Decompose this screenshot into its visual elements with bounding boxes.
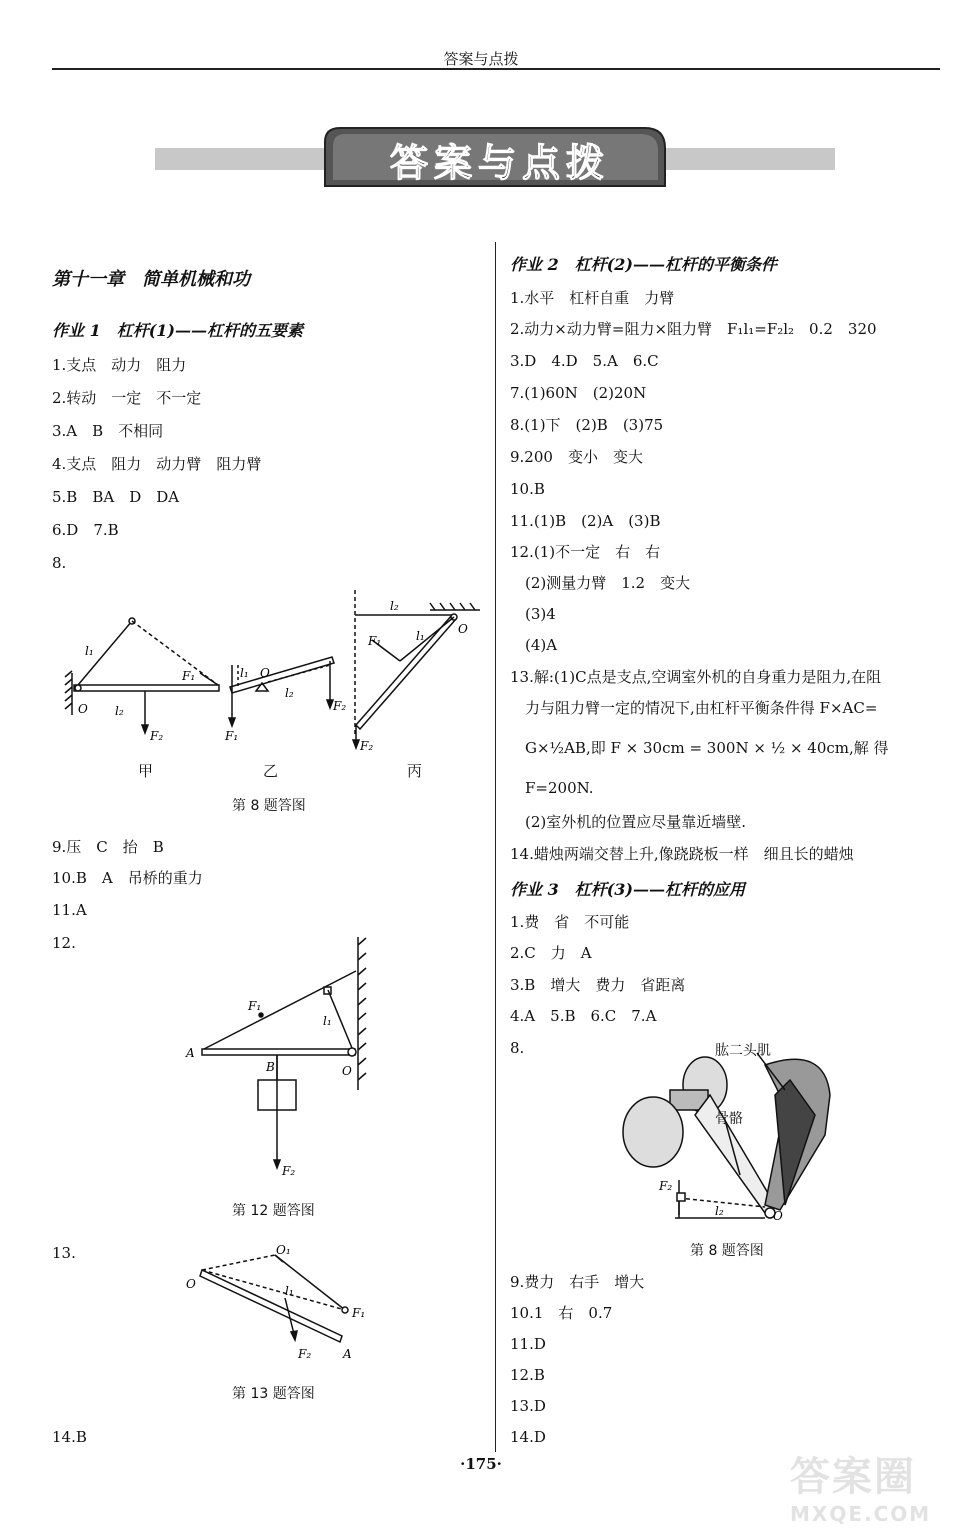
hw3-line-9: 9.费力 右手 增大 xyxy=(510,1273,645,1291)
fig8-caption: 第 8 题答图 xyxy=(232,798,306,814)
hw2-line-2: 2.动力×动力臂=阻力×阻力臂 F₁l₁=F₂l₂ 0.2 320 xyxy=(510,320,877,338)
label-o: O xyxy=(78,702,88,716)
hw2-line-13: 13.解:(1)C点是支点,空调室外机的自身重力是阻力,在阻 xyxy=(510,668,882,686)
svg-text:B: B xyxy=(266,1060,275,1074)
svg-text:A: A xyxy=(343,1347,352,1361)
svg-text:F₂: F₂ xyxy=(333,699,347,713)
svg-text:O₁: O₁ xyxy=(276,1243,291,1257)
label-bone: 骨骼 xyxy=(715,1111,743,1127)
hw3-line-3: 3.B 增大 费力 省距离 xyxy=(510,976,686,994)
fig8-left-diagram xyxy=(60,585,490,785)
hw3-title: 作业 3 杠杆(3)——杠杆的应用 xyxy=(510,880,745,899)
svg-text:l₂: l₂ xyxy=(285,686,294,700)
fig12-caption: 第 12 题答图 xyxy=(232,1203,315,1219)
svg-text:O: O xyxy=(773,1209,783,1223)
hw2-line-18: 14.蜡烛两端交替上升,像跷跷板一样 细且长的蜡烛 xyxy=(510,845,854,863)
watermark-url: MXQE.COM xyxy=(790,1502,932,1526)
arm-lever-diagram xyxy=(615,1035,855,1225)
svg-text:l₁: l₁ xyxy=(285,1284,294,1298)
svg-text:F₁: F₁ xyxy=(368,634,382,648)
hw3-fig8-caption: 第 8 题答图 xyxy=(690,1243,764,1259)
hw1-line-13: 13. xyxy=(52,1244,76,1262)
hw2-line-8: 11.(1)B (2)A (3)B xyxy=(510,512,661,530)
title-banner xyxy=(150,120,840,200)
hw1-line-10: 10.B A 吊桥的重力 xyxy=(52,869,203,887)
hw1-title: 作业 1 杠杆(1)——杠杆的五要素 xyxy=(52,321,303,340)
hw1-line-5: 5.B BA D DA xyxy=(52,488,180,506)
svg-text:l₁: l₁ xyxy=(240,666,249,680)
hw3-line-11: 11.D xyxy=(510,1335,546,1353)
hw2-line-14: 力与阻力臂一定的情况下,由杠杆平衡条件得 F×AC= xyxy=(510,699,878,717)
svg-text:l₁: l₁ xyxy=(416,629,425,643)
hw1-line-9: 9.压 C 抬 B xyxy=(52,838,164,856)
hw2-line-3: 3.D 4.D 5.A 6.C xyxy=(510,352,659,370)
svg-text:O: O xyxy=(186,1277,196,1291)
svg-text:F₂: F₂ xyxy=(298,1347,312,1361)
svg-text:F₁: F₁ xyxy=(248,999,262,1013)
hw2-line-6: 9.200 变小 变大 xyxy=(510,448,643,466)
hw3-line-13: 13.D xyxy=(510,1397,546,1415)
hw1-line-1: 1.支点 动力 阻力 xyxy=(52,356,187,374)
svg-text:F₂: F₂ xyxy=(360,739,374,753)
svg-text:l₂: l₂ xyxy=(715,1204,724,1218)
hw1-line-12: 12. xyxy=(52,934,76,952)
hw3-line-1: 1.费 省 不可能 xyxy=(510,913,630,931)
page-number: ·175· xyxy=(460,1455,502,1473)
hw2-line-9: 12.(1)不一定 右 右 xyxy=(510,543,661,561)
hw1-line-4: 4.支点 阻力 动力臂 阻力臂 xyxy=(52,455,262,473)
svg-text:O: O xyxy=(458,622,468,636)
hw3-line-10: 10.1 右 0.7 xyxy=(510,1304,613,1322)
hw2-title: 作业 2 杠杆(2)——杠杆的平衡条件 xyxy=(510,255,777,274)
hw1-line-11: 11.A xyxy=(52,901,87,919)
label-f1: F₁ xyxy=(182,669,196,683)
header-rule xyxy=(52,68,940,70)
hw2-line-7: 10.B xyxy=(510,480,545,498)
hw3-line-4: 4.A 5.B 6.C 7.A xyxy=(510,1007,657,1025)
hw2-line-1: 1.水平 杠杆自重 力臂 xyxy=(510,289,675,307)
running-header: 答案与点拨 xyxy=(443,50,519,68)
svg-text:F₁: F₁ xyxy=(225,729,239,743)
banner-title: 答案与点拨 xyxy=(389,141,610,185)
label-l2: l₂ xyxy=(115,704,124,718)
hw2-line-15: G×½AB,即 F × 30cm = 300N × ½ × 40cm,解 得 xyxy=(510,739,889,757)
fig12-diagram xyxy=(180,935,380,1185)
label-biceps: 肱二头肌 xyxy=(715,1043,771,1059)
watermark xyxy=(790,1445,950,1530)
svg-text:l₂: l₂ xyxy=(390,599,399,613)
svg-text:F₂: F₂ xyxy=(659,1179,673,1193)
fig8-bing xyxy=(353,590,480,748)
hw3-line-12: 12.B xyxy=(510,1366,545,1384)
svg-text:O: O xyxy=(260,666,270,680)
hw2-line-11: (3)4 xyxy=(510,605,556,623)
fig8-label-yi: 乙 xyxy=(263,762,279,780)
hw1-line-3: 3.A B 不相同 xyxy=(52,422,164,440)
hw3-line-5: 8. xyxy=(510,1039,525,1057)
hw3-line-2: 2.C 力 A xyxy=(510,944,592,962)
fig8-label-bing: 丙 xyxy=(407,762,423,780)
hw3-line-14: 14.D xyxy=(510,1428,546,1446)
hw1-line-7: 8. xyxy=(52,554,67,572)
svg-text:F₁: F₁ xyxy=(352,1306,366,1320)
hw1-line-14: 14.B xyxy=(52,1428,87,1446)
hw2-line-10: (2)测量力臂 1.2 变大 xyxy=(510,574,691,592)
svg-text:A: A xyxy=(186,1046,195,1060)
hw2-line-4: 7.(1)60N (2)20N xyxy=(510,384,647,402)
fig13-diagram xyxy=(180,1240,380,1370)
svg-text:O: O xyxy=(342,1064,352,1078)
fig8-label-jia: 甲 xyxy=(138,762,154,780)
watermark-logo: 答案圈 xyxy=(790,1454,916,1500)
hw2-line-17: (2)室外机的位置应尽量靠近墙壁. xyxy=(510,813,747,831)
label-f2: F₂ xyxy=(150,729,164,743)
hw1-line-2: 2.转动 一定 不一定 xyxy=(52,389,202,407)
fig13-caption: 第 13 题答图 xyxy=(232,1386,315,1402)
hw2-line-5: 8.(1)下 (2)B (3)75 xyxy=(510,416,664,434)
column-divider xyxy=(495,242,496,1452)
fig8-jia xyxy=(65,618,219,733)
svg-text:l₁: l₁ xyxy=(323,1014,332,1028)
hw1-line-6: 6.D 7.B xyxy=(52,521,119,539)
chapter-title: 第十一章 简单机械和功 xyxy=(52,269,250,290)
hw2-line-12: (4)A xyxy=(510,636,558,654)
label-l1: l₁ xyxy=(85,644,94,658)
svg-text:F₂: F₂ xyxy=(282,1164,296,1178)
hw2-line-16: F=200N. xyxy=(510,779,594,797)
